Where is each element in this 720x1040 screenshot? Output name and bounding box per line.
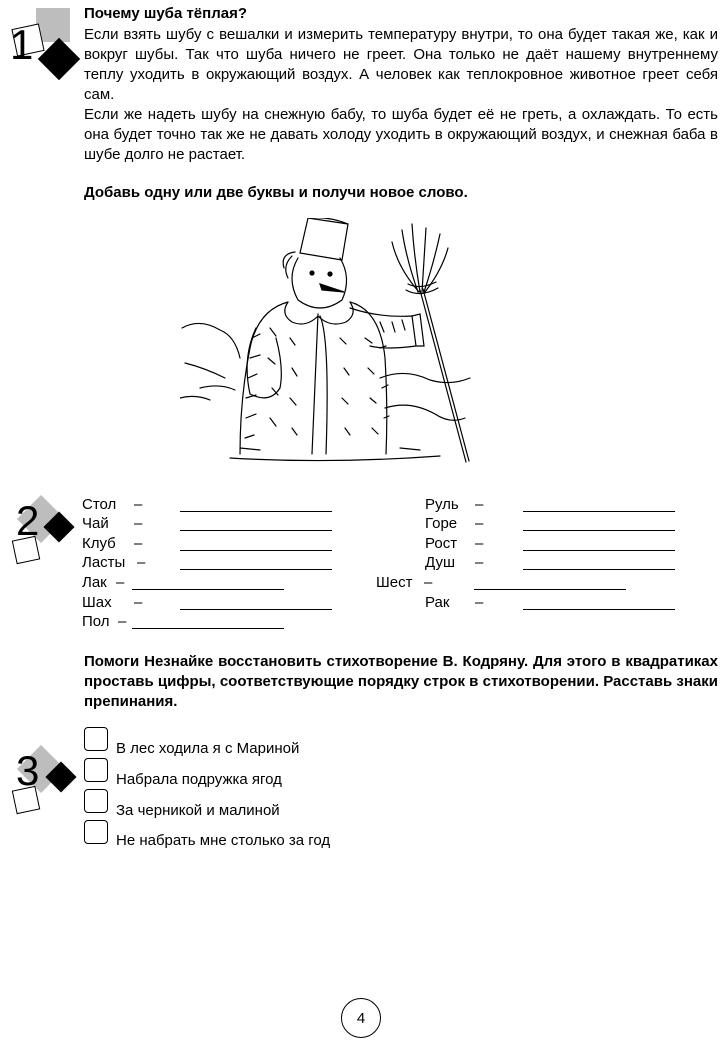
answer-line[interactable] [180,550,332,551]
answer-line[interactable] [132,589,284,590]
word: Рак [425,594,450,611]
task-1-text [84,25,718,165]
answer-line[interactable] [180,511,332,512]
dash: – [116,574,125,591]
page-number-text: 4 [356,1009,366,1027]
word-row [425,495,484,514]
word-row [82,553,146,572]
poem-line: В лес ходила я с Мариной [116,740,300,757]
word: Пол [82,613,110,630]
word: Душ [425,554,456,571]
task-1-paragraph-2: Если же надеть шубу на снежную бабу, то шуба будет её не греть, а охлаждать. То есть она будет точно так же не давать холоду уходить в окружающий воздух, и снежная баба в шубе долго не растает. [84,106,718,163]
answer-line[interactable] [180,609,332,610]
word: Шест [376,574,413,591]
dash: – [475,594,484,611]
poem-line: Не набрать мне столько за год [116,832,331,849]
answer-line[interactable] [523,609,675,610]
dash: – [134,496,143,513]
task-1-badge [6,4,76,74]
poem-line: За черникой и малиной [116,802,280,819]
word: Клуб [82,535,116,552]
task-1-paragraph-1: Если взять шубу с вешалки и измерить температуру внутри, то она будет такая же, как и вокруг шубы. Так что шуба ничего не греет. Она только не даёт нашему внутреннему теплу уходить в окружающий воздух. А человек как теплокровное животное греет себя сам. [84,26,718,103]
order-checkbox[interactable] [84,758,108,782]
poem-line: Набрала подружка ягод [116,771,282,788]
word-row [82,534,143,553]
answer-line[interactable] [180,569,332,570]
dash: – [118,613,127,630]
answer-line[interactable] [523,550,675,551]
word: Горе [425,515,458,532]
word-row [82,495,143,514]
word-row [425,593,484,612]
badge-dark-diamond [38,38,80,80]
word-row [425,514,484,533]
word-row [82,612,127,631]
word: Стол [82,496,117,513]
answer-line[interactable] [474,589,626,590]
order-checkbox[interactable] [84,820,108,844]
word-row [425,553,484,572]
word-row [425,534,484,553]
dash: – [424,574,433,591]
dash: – [475,535,484,552]
task-number: 3 [16,747,40,794]
word: Чай [82,515,109,532]
dash: – [134,515,143,532]
word-row [82,573,125,592]
dash: – [475,496,484,513]
order-checkbox[interactable] [84,789,108,813]
answer-line[interactable] [132,628,284,629]
answer-line[interactable] [523,530,675,531]
task-1-title: Почему шуба тёплая? [84,5,247,22]
word: Рост [425,535,458,552]
answer-line[interactable] [180,530,332,531]
dash: – [134,594,143,611]
word-row [82,593,143,612]
dash: – [475,515,484,532]
page-number [341,998,381,1038]
word: Руль [425,496,459,513]
dash: – [134,535,143,552]
task-number: 1 [10,21,34,68]
word-row [82,514,143,533]
word: Ласты [82,554,126,571]
answer-line[interactable] [523,569,675,570]
task-3-badge [6,744,76,814]
dash: – [137,554,146,571]
answer-line[interactable] [523,511,675,512]
order-checkbox[interactable] [84,727,108,751]
task-3-instruction: Помоги Незнайке восстановить стихотворение В. Кодряну. Для этого в квадратиках проставь цифры, соответствующие порядку строк в стихотворении. Расставь знаки препинания. [84,653,718,710]
task-2-badge [6,494,76,564]
word: Лак [82,574,107,591]
word: Шах [82,594,112,611]
task-number: 2 [16,497,40,544]
snowman-illustration [180,218,480,470]
dash: – [475,554,484,571]
task-2-instruction: Добавь одну или две буквы и получи новое слово. [84,184,468,201]
word-row [376,573,433,592]
